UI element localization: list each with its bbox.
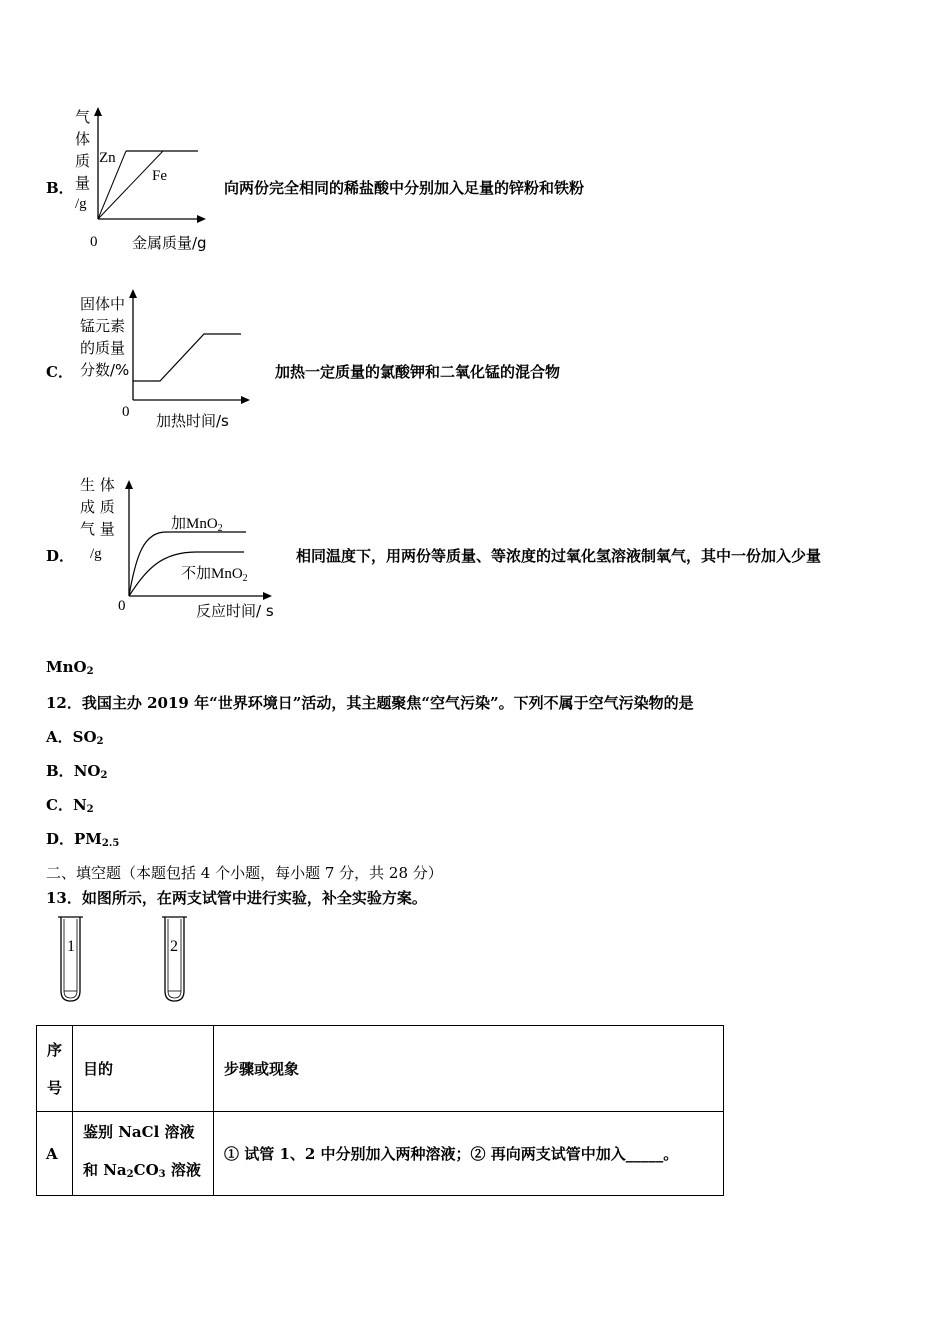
b-y-label-4: 量: [75, 174, 91, 192]
q12-option-c: C．$N_2$: [46, 796, 94, 815]
b-x-arrow: [197, 215, 206, 223]
q12-option-b: B．$NO_2$: [46, 762, 108, 781]
q12-option-d: D．$PM_{2.5}$: [46, 830, 120, 849]
b-zn-label: Zn: [99, 150, 116, 166]
c-x-label: 加热时间/s: [156, 412, 229, 430]
q13-stem: 13．如图所示，在两支试管中进行实验，补全实验方案。: [46, 889, 427, 907]
c-x-arrow: [241, 396, 250, 404]
option-d-label: D．: [46, 547, 75, 565]
b-origin: 0: [90, 234, 98, 250]
b-y-label-3: 质: [75, 152, 91, 170]
c-origin: 0: [122, 404, 130, 420]
d-y-label-3: 气 量: [80, 520, 115, 538]
b-y-label-2: 体: [75, 130, 91, 148]
tube-2-label: 2: [170, 938, 178, 955]
b-y-label-5: /g: [75, 196, 87, 212]
option-c-label: C．: [46, 363, 73, 381]
row-a-steps: ① 试管 1、2 中分别加入两种溶液；② 再向两支试管中加入_____。: [214, 1112, 724, 1196]
c-curve: [133, 334, 241, 381]
d-series-2-label: 不加MnO$_2$: [181, 566, 248, 584]
d-y-label-4: /g: [90, 546, 102, 562]
tube-1-label: 1: [67, 938, 75, 955]
d-origin: 0: [118, 598, 126, 614]
c-y-label-4: 分数/%: [80, 361, 130, 379]
test-tube-2: [162, 917, 187, 1001]
d-y-label-1: 生 体: [80, 476, 115, 494]
b-y-label-1: 气: [75, 108, 91, 126]
row-a-id: A: [37, 1112, 73, 1196]
table-row: [37, 1112, 724, 1196]
d-curve-with-mno2: [129, 532, 246, 596]
c-y-label-2: 锰元素: [80, 317, 126, 335]
c-y-label-1: 固体中: [80, 295, 126, 313]
d-x-arrow: [263, 592, 272, 600]
q12-option-a: A．$SO_2$: [46, 728, 104, 747]
c-y-label-3: 的质量: [80, 339, 126, 357]
d-y-label-2: 成 质: [80, 498, 115, 516]
b-y-arrow: [94, 107, 102, 116]
table-header-row: [37, 1026, 724, 1112]
option-d-graph: [76, 470, 296, 630]
b-fe-label: Fe: [152, 168, 167, 184]
d-series-1-label: 加MnO$_2$: [171, 516, 223, 534]
option-d-continuation: MnO$_2$: [46, 658, 94, 677]
header-seq: 序 号: [37, 1026, 73, 1112]
d-x-label: 反应时间/ s: [196, 602, 274, 620]
section-2-title: 二、填空题（本题包括 4 个小题，每小题 7 分，共 28 分）: [46, 864, 443, 882]
row-a-purpose: 鉴别 NaCl 溶液 和 $Na_2CO_3$ 溶液: [73, 1112, 214, 1196]
test-tube-1: [58, 917, 83, 1001]
b-x-label: 金属质量/g: [132, 234, 207, 252]
q12-stem: 12．我国主办 2019 年“世界环境日”活动，其主题聚焦“空气污染”。下列不属于空气污染物的是: [46, 694, 694, 712]
option-b-description: 向两份完全相同的稀盐酸中分别加入足量的锌粉和铁粉: [224, 179, 585, 197]
option-b-label: B．: [46, 179, 74, 197]
test-tubes-figure: [55, 913, 215, 1008]
option-c-description: 加热一定质量的氯酸钾和二氧化锰的混合物: [275, 363, 561, 381]
header-purpose: 目的: [73, 1026, 214, 1112]
experiment-table: [36, 1025, 724, 1196]
option-b-graph: [68, 104, 228, 254]
option-d-description: 相同温度下，用两份等质量、等浓度的过氧化氢溶液制氧气，其中一份加入少量: [296, 547, 822, 565]
header-steps: 步骤或现象: [214, 1026, 724, 1112]
option-c-graph: [76, 285, 256, 435]
c-y-arrow: [129, 289, 137, 298]
d-y-arrow: [125, 480, 133, 489]
